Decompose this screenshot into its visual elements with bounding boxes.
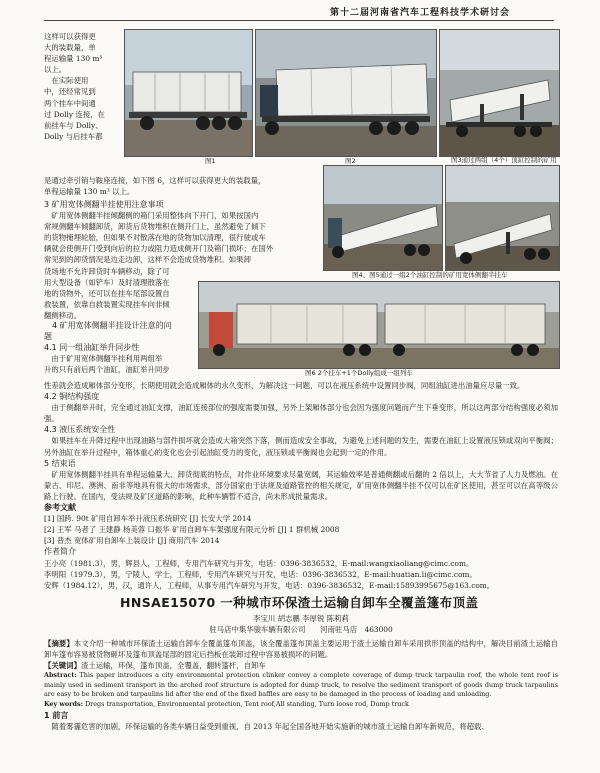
- text-line: 以上。: [44, 65, 67, 75]
- reference-item: [3] 普杰 宽体矿用自卸车上装设计 [J] 商用汽车 2014: [44, 536, 220, 546]
- author-bio: 王小亮（1981.3），男，辉县人，工程师，专用汽车研究与开发，电话：0396-3836532，E-mail:wangxiaoliang@cimc.com。: [44, 558, 474, 568]
- section-4-body: [44, 380, 558, 591]
- abstract-en-label: Abstract:: [44, 671, 77, 680]
- author-bio: 李明阳（1979.3），男，宁陵人，学士，工程师，专用汽车研究与开发，电话：0396-3836532，E-mail:huatian.li@cimc.com。: [44, 569, 477, 579]
- text-line: 升的只有前后两个油缸，油缸举升同步: [44, 365, 170, 375]
- text-line: 常见到的卸货情况是边走边卸，这样不会造成货物堆积。如果卸: [44, 255, 251, 265]
- road-train-photo: [199, 282, 559, 368]
- text-line: 救装置，依靠自救装置实现挂车向非倾: [44, 299, 170, 309]
- intro-text: 随着雾霾危害的加剧，环保运输的各类车辆日益受到重视，自 2013 年起全国各地开始实施新的城市渣土运输自卸车新规范，将超载、: [44, 721, 489, 731]
- keywords-en: [44, 700, 558, 710]
- text-line: 辆就会使侧开门受到向后的拉力或阻力造成侧开门及箱门损坏；在国外: [44, 244, 274, 254]
- text-line: 的货物掩埋轮胎，但如果不对散落在地的货物加以清理，很行驶或车: [44, 233, 266, 243]
- figure-2-caption: 图2: [345, 157, 356, 165]
- figure-6-photo: [198, 281, 560, 369]
- reference-item: [1] 国跨. 90t 矿用自卸车举升液压系统研究 [J] 长安大学 2014: [44, 514, 252, 524]
- text-line: 在实际使用: [44, 76, 89, 86]
- text-line: Dolly 与后挂车都: [44, 131, 103, 141]
- intro-heading: 1 前言: [44, 710, 69, 720]
- text-line: 货场地不允许卸货时车辆移动，除了可: [44, 266, 170, 276]
- text-line: 大的装载量，单: [44, 43, 96, 53]
- subsection-4-3-heading: 4.3 液压系统安全性: [44, 425, 116, 435]
- trailer-photo-2: [256, 30, 436, 156]
- section-5-heading: 5 结束语: [44, 458, 76, 468]
- text-line: 用大型设备（如铲车）及时清理散落在: [44, 277, 170, 287]
- keywords-cn-text: 渣土运输，环保，篷布顶盖，全覆盖，翻转篷杆，自卸车: [80, 661, 266, 671]
- article-2-title: HNSAE15070 一种城市环保渣土运输自卸车全覆盖篷布顶盖: [120, 595, 479, 610]
- trailer-photo-3: [440, 30, 559, 156]
- abstract-cn-text: 本文介绍一种城市环保渣土运输自卸车全覆盖篷布顶盖，该全覆盖篷布顶盖主要运用于渣土运输自卸车采用拱形顶盖的结构中，解决目前渣土运输自卸车篷布容易被货物砸坏及篷布顶盖尾部的固定后挡板在装卸过程中容易被损坏的问题。: [44, 639, 558, 660]
- trailer-photo-4: [324, 166, 442, 270]
- subsection-4-1-heading: 4.1 同一组油缸举升同步性: [44, 343, 140, 353]
- author-bio: 安辉（1984.12），男，汉，通许人，工程师，从事专用汽车研究与开发，电话：0396-3836532，E-mail:15893995675@163.com。: [44, 580, 495, 590]
- keywords-en-label: Key words:: [44, 700, 83, 709]
- keywords-en-text: Dregs transportation, Environmental protection, Tent roof,All standing, Turn loose rod, Dump truck: [85, 700, 409, 709]
- author-bio-heading: 作者简介: [44, 547, 76, 557]
- abstract-en-text: This paper introduces a city environmental protection clinker convey a complete coverage of dump truck tarpaulin roof, the whole tent roof is mainly used in sediment transport in the arched roof structure is adopted for dump truck, to resolve the sediment transport of goods dump truck tarpaulins are easy to be broken and tarpaulins lid after the end of the fixed baffles are easy to be damaged in the process of loading and unloading.: [44, 671, 558, 699]
- section-3-heading: 3 矿用宽体侧翻半挂使用注意事项: [44, 200, 164, 209]
- figure-4-photo: [323, 165, 443, 271]
- header-rule: [44, 20, 554, 21]
- left-column-text: [44, 31, 120, 142]
- text-line: 是通过牵引销与鞍座连接，如下图 6，这样可以获得更大的装载量，: [44, 176, 266, 185]
- abstract-cn: [44, 638, 558, 660]
- trailer-photo-1: [125, 30, 252, 156]
- keywords-cn-label: 【关键词】: [44, 661, 81, 671]
- article-2-body: [44, 638, 558, 732]
- figure-2-photo: [255, 29, 437, 157]
- text-line: 过 Dolly 连接，在: [44, 109, 105, 119]
- section-4-heading-line: 4 矿用宽体侧翻半挂设计注意的问: [44, 321, 172, 330]
- references-heading: 参考文献: [44, 503, 76, 513]
- text-line: 翻侧移动。: [44, 310, 81, 320]
- figure-3-photo: [439, 29, 560, 157]
- paragraph: 性差就会造成厢体部分变形，长期使用就会造成厢体的永久变形，为解决这一问题，可以在液压系统中设置同步阀，同组油缸进出油量应尽量一致。: [44, 381, 525, 390]
- figure-5-photo: [445, 165, 560, 271]
- section-4-heading-line: 题: [44, 332, 52, 342]
- text-line: 矿用宽体侧翻半挂倾翻侧的箱门采用整体向下开门，如果按国内: [44, 211, 259, 221]
- figure-3-caption: 图3通过两组（4个）顶缸控制的矿用: [451, 156, 557, 164]
- abstract-en: [44, 671, 558, 700]
- article-2-authors: 李宝川 胡志鹏 李厚锐 陈莉莉: [253, 614, 349, 623]
- running-header: 第十二届河南省汽车工程科技学术研讨会: [330, 8, 511, 18]
- article-2-affiliation: 驻马店中集华骏车辆有限公司 河南驻马店 463000: [209, 625, 393, 634]
- text-line: 程运输量 130 m³: [44, 54, 103, 64]
- section-4-top: [44, 320, 194, 375]
- figure-4-5-caption: 图4、图5通过一组2个油缸控制的矿用宽体侧翻半挂车: [352, 271, 508, 279]
- text-line: 这样可以获得更: [44, 32, 96, 41]
- figure-1-photo: [124, 29, 253, 157]
- trailer-photo-5: [446, 166, 559, 270]
- figure-1-caption: 图1: [205, 157, 216, 165]
- subsection-4-2-heading: 4.2 铜结构强度: [44, 392, 100, 402]
- keywords-cn: [44, 660, 558, 671]
- paragraph-continued: [44, 175, 314, 197]
- text-line: 单程运输量 130 m³ 以上。: [44, 187, 135, 197]
- text-line: 常规侧翻车倾翻卸货，卸货后货物堆积在侧开门上，虽然避免了倾下: [44, 222, 266, 232]
- reference-item: [2] 王军 马者了 王建静 杨美蓉 口振华 矿用自卸车车架强度有限元分析 [J] 1 群机械 2008: [44, 525, 340, 535]
- paragraph: 由于侧翻举升时，完全通过油缸支撑，油缸连接部位的强度需要加强，另外上架厢体部分也会因为强度问题而产生下垂变形，所以这两部分结构强度必须加强。: [44, 403, 558, 424]
- figure-6-caption: 图6 2个挂车+1个Dolly组成一组列车: [305, 369, 413, 377]
- paragraph: 矿用宽体侧翻半挂具有单程运输量大、卸货彻底的特点，对作业环境要求尽量宽阔，其运输效率是普通侧翻或后翻的 2 倍以上，大大节省了人力及燃油。在蒙古、印尼、澳洲、南非等地具有很大的市场需求，部分国家由于法规及道路管控的相关规定，矿用宽体侧翻半挂不仅可以在矿区使用，甚至可以在高等级公路上行驶。在国内，受法规及矿区道路的影响，此种车辆暂不适合，尚未形成批量需求。: [44, 469, 558, 501]
- text-line: 前挂车与 Dolly、: [44, 120, 103, 130]
- text-line: 中，还经常见到: [44, 87, 96, 97]
- text-line: 两个挂车中间通: [44, 98, 96, 108]
- paragraph: 如果挂车在升降过程中出现油路与部件损坏就会造成大箱突然下落，侧而造成安全事故，为避免上述问题的发生，需要在油缸上设置液压锁或双向平衡阀；另外油缸在举升过程中，箱体重心的变化也会引起油缸受力的变化，液压锁或平衡阀也会起到一定的作用。: [44, 436, 558, 457]
- abstract-cn-label: 【摘要】: [44, 639, 74, 648]
- text-line: 地的货物外，还可以在挂车尾部设置自: [44, 288, 170, 298]
- text-line: 由于矿用宽体侧翻半挂利用两组举: [44, 354, 163, 364]
